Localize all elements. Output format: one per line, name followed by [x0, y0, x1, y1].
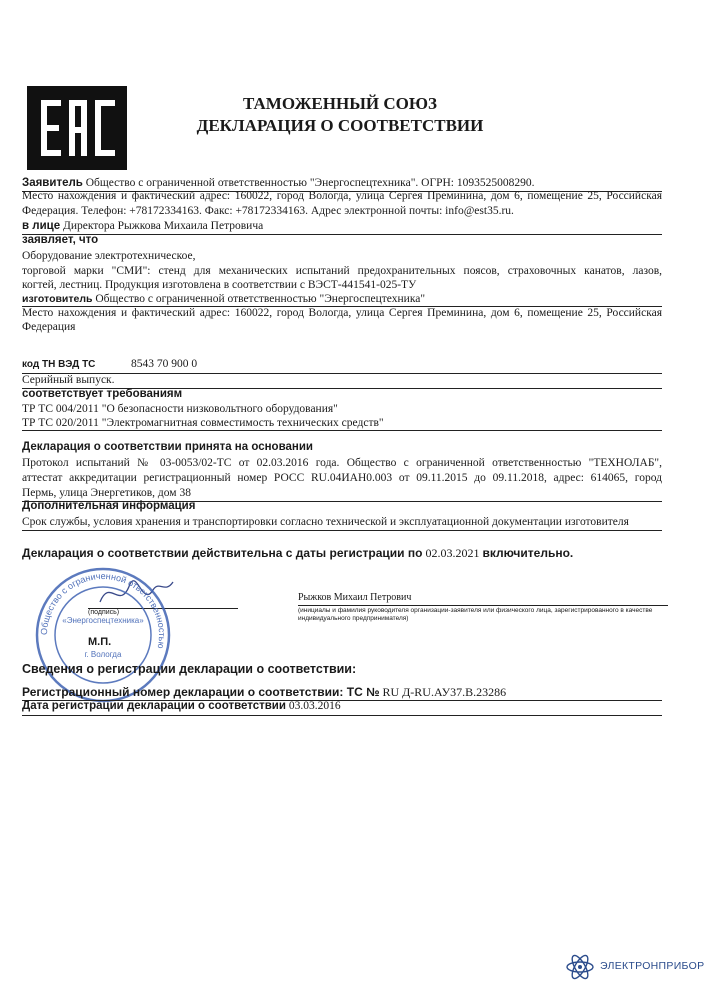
- applicant-address-1: Место нахождения и фактический адрес: 160022, город Вологда, улица Сергея Преминина, дом 6, помещение 25, Российская: [22, 190, 662, 202]
- stamp-ring-text: Общество с ограниченной ответственностью: [38, 570, 168, 650]
- registration-number-label: Регистрационный номер декларации о соответствии: ТС №: [22, 685, 380, 699]
- manufacturer-name: Общество с ограниченной ответственностью "Энергоспецтехника": [95, 293, 426, 305]
- stamp-city: г. Вологда: [84, 650, 122, 659]
- declares-label: заявляет, что: [22, 234, 99, 246]
- name-caption-line2: индивидуального предпринимателя): [298, 615, 409, 622]
- manufacturer-label: изготовитель: [22, 293, 93, 305]
- validity-row: [22, 546, 573, 561]
- applicant-person-row: [22, 219, 662, 234]
- basis-line1: Протокол испытаний № 03-0053/02-ТС от 02.03.2016 года. Общество с ограниченной ответственностью "ТЕХНОЛАБ",: [22, 457, 662, 469]
- registration-number-value: RU Д-RU.АУ37.В.23286: [382, 685, 507, 699]
- registration-heading: Сведения о регистрации декларации о соответствии:: [22, 662, 357, 676]
- name-caption-line1: (инициалы и фамилия руководителя организации-заявителя или физического лица, зарегистрированного в качестве: [298, 607, 653, 614]
- document-title: [150, 93, 530, 137]
- registration-date-value: 03.03.2016: [288, 700, 341, 712]
- serial-text: Серийный выпуск.: [22, 374, 115, 386]
- brand-name: ЭЛЕКТРОНПРИБОР: [600, 960, 705, 972]
- requirement-2: ТР ТС 020/2011 "Электромагнитная совместимость технических средств": [22, 417, 384, 429]
- declares-line2: торговой марки "СМИ": стенд для механических испытаний предохранительных поясов, страховочных канатов, лазов,: [22, 265, 662, 277]
- registration-date-label: Дата регистрации декларации о соответствии: [22, 700, 286, 712]
- name-caption: [298, 607, 678, 623]
- additional-text: Срок службы, условия хранения и транспортировки согласно технической и эксплуатационной документации изготовителя: [22, 516, 629, 528]
- basis-line2: аттестат аккредитации регистрационный номер РОСС RU.04ИАН0.003 от 09.11.2015 до 09.11.2018, адрес: 614065, город: [22, 472, 662, 484]
- registration-number-row: [22, 685, 506, 700]
- applicant-address-2: Федерация. Телефон: +78172334163. Факс: +78172334163. Адрес электронной почты: info@est35.ru.: [22, 205, 514, 217]
- declares-line3: когтей, лестниц. Продукция изготовлена в соответствии с ВЭСТ-441541-025-ТУ: [22, 279, 417, 291]
- person-name: Директора Рыжкова Михаила Петровича: [62, 220, 264, 232]
- validity-suffix: включительно.: [482, 546, 574, 560]
- validity-date: 02.03.2021: [425, 546, 480, 560]
- signatory-name: Рыжков Михаил Петрович: [298, 592, 412, 603]
- basis-label: Декларация о соответствии принята на основании: [22, 441, 313, 453]
- eac-logo: [27, 86, 127, 170]
- title-line1: ТАМОЖЕННЫЙ СОЮЗ: [243, 94, 437, 113]
- applicant-ogrn: ОГРН: 1093525008290.: [421, 177, 535, 189]
- manufacturer-address-2: Федерация: [22, 321, 76, 333]
- validity-prefix: Декларация о соответствии действительна с даты регистрации по: [22, 546, 423, 560]
- registration-date-row: [22, 700, 341, 712]
- applicant-label: Заявитель: [22, 177, 83, 189]
- stamp-name: «Энергоспецтехника»: [62, 616, 144, 625]
- manufacturer-row: [22, 292, 662, 307]
- sign-caption: (подпись): [88, 609, 120, 616]
- mp-label: М.П.: [88, 636, 112, 648]
- additional-label: Дополнительная информация: [22, 500, 196, 512]
- tnved-value: 8543 70 900 0: [131, 358, 198, 370]
- requirements-label: соответствует требованиям: [22, 388, 183, 400]
- title-line2: ДЕКЛАРАЦИЯ О СООТВЕТСТВИИ: [196, 116, 484, 135]
- manufacturer-address-1: Место нахождения и фактический адрес: 160022, город Вологда, улица Сергея Преминина, дом 6, помещение 25, Российская: [22, 307, 662, 319]
- declares-line1: Оборудование электротехническое,: [22, 250, 196, 262]
- person-label: в лице: [22, 220, 61, 232]
- tnved-label: код ТН ВЭД ТС: [22, 359, 96, 370]
- requirement-1: ТР ТС 004/2011 "О безопасности низковольтного оборудования": [22, 403, 338, 415]
- atom-logo-icon: [565, 952, 595, 982]
- company-stamp: [33, 565, 173, 705]
- applicant-name: Общество с ограниченной ответственностью "Энергоспецтехника".: [85, 177, 419, 189]
- basis-line3: Пермь, улица Энергетиков, дом 38: [22, 487, 191, 499]
